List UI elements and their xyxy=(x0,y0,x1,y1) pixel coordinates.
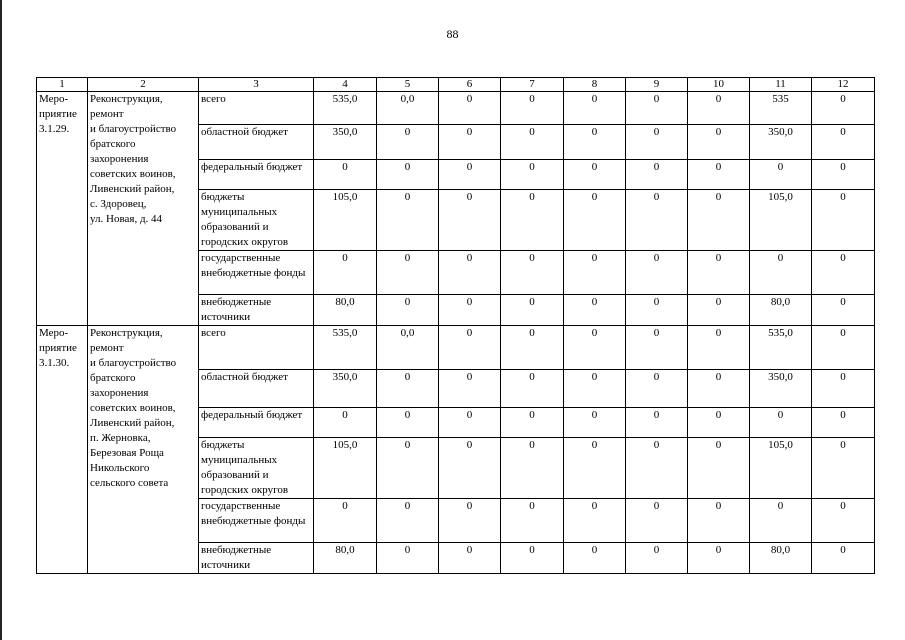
value-cell: 0 xyxy=(688,251,750,295)
value-cell: 0 xyxy=(812,438,875,499)
value-cell: 0 xyxy=(564,408,626,438)
value-cell: 0 xyxy=(501,326,564,370)
page-left-border xyxy=(0,0,2,640)
activity-description: Реконструкция, ремонт и благоустройство братского захоронения советских воинов, Ливенский район, с. Здоровец, ул. Новая, д. 44 xyxy=(88,92,199,326)
value-cell: 0 xyxy=(501,295,564,326)
value-cell: 535,0 xyxy=(314,92,377,125)
value-cell: 0 xyxy=(564,543,626,574)
value-cell: 0 xyxy=(439,438,501,499)
value-cell: 105,0 xyxy=(750,190,812,251)
value-cell: 0 xyxy=(812,92,875,125)
value-cell: 350,0 xyxy=(314,370,377,408)
value-cell: 0 xyxy=(626,408,688,438)
funding-source: областной бюджет xyxy=(199,125,314,160)
value-cell: 0 xyxy=(377,251,439,295)
column-header: 8 xyxy=(564,78,626,92)
value-cell: 0 xyxy=(501,251,564,295)
value-cell: 0 xyxy=(501,125,564,160)
value-cell: 80,0 xyxy=(750,543,812,574)
column-header: 9 xyxy=(626,78,688,92)
activity-id: Меро- приятие 3.1.29. xyxy=(37,92,88,326)
value-cell: 0 xyxy=(377,160,439,190)
value-cell: 0 xyxy=(688,543,750,574)
value-cell: 0 xyxy=(626,295,688,326)
value-cell: 0 xyxy=(439,295,501,326)
column-header: 5 xyxy=(377,78,439,92)
value-cell: 0 xyxy=(377,295,439,326)
value-cell: 0 xyxy=(564,438,626,499)
value-cell: 535,0 xyxy=(314,326,377,370)
value-cell: 0,0 xyxy=(377,92,439,125)
funding-source: бюджеты муниципальных образований и городских округов xyxy=(199,190,314,251)
column-header: 11 xyxy=(750,78,812,92)
value-cell: 350,0 xyxy=(750,370,812,408)
value-cell: 105,0 xyxy=(314,438,377,499)
funding-source: всего xyxy=(199,326,314,370)
value-cell: 0 xyxy=(812,370,875,408)
column-header: 7 xyxy=(501,78,564,92)
funding-source: внебюджетные источники xyxy=(199,543,314,574)
value-cell: 0 xyxy=(750,251,812,295)
value-cell: 0 xyxy=(314,251,377,295)
value-cell: 0 xyxy=(564,370,626,408)
value-cell: 0 xyxy=(688,125,750,160)
value-cell: 535 xyxy=(750,92,812,125)
value-cell: 0 xyxy=(626,92,688,125)
value-cell: 0 xyxy=(812,190,875,251)
value-cell: 0 xyxy=(564,295,626,326)
value-cell: 0 xyxy=(439,125,501,160)
value-cell: 0 xyxy=(501,190,564,251)
value-cell: 0 xyxy=(564,499,626,543)
funding-source: государственные внебюджетные фонды xyxy=(199,251,314,295)
value-cell: 0 xyxy=(812,326,875,370)
value-cell: 0 xyxy=(439,190,501,251)
value-cell: 0 xyxy=(501,160,564,190)
value-cell: 0 xyxy=(564,326,626,370)
value-cell: 0 xyxy=(750,160,812,190)
value-cell: 0 xyxy=(377,408,439,438)
value-cell: 0 xyxy=(688,160,750,190)
value-cell: 0 xyxy=(626,499,688,543)
value-cell: 0 xyxy=(564,92,626,125)
value-cell: 0 xyxy=(377,499,439,543)
table-row xyxy=(37,92,875,125)
column-header: 2 xyxy=(88,78,199,92)
table-row xyxy=(37,326,875,370)
value-cell: 0 xyxy=(750,408,812,438)
value-cell: 0 xyxy=(377,190,439,251)
value-cell: 0 xyxy=(750,499,812,543)
value-cell: 0 xyxy=(439,251,501,295)
value-cell: 0 xyxy=(501,499,564,543)
column-header: 4 xyxy=(314,78,377,92)
value-cell: 80,0 xyxy=(314,295,377,326)
value-cell: 0 xyxy=(377,370,439,408)
column-header: 6 xyxy=(439,78,501,92)
value-cell: 0 xyxy=(626,190,688,251)
value-cell: 0 xyxy=(564,251,626,295)
funding-source: государственные внебюджетные фонды xyxy=(199,499,314,543)
value-cell: 0 xyxy=(688,92,750,125)
column-header: 10 xyxy=(688,78,750,92)
value-cell: 105,0 xyxy=(750,438,812,499)
column-header: 12 xyxy=(812,78,875,92)
value-cell: 0 xyxy=(439,160,501,190)
value-cell: 0 xyxy=(688,438,750,499)
value-cell: 350,0 xyxy=(314,125,377,160)
value-cell: 0 xyxy=(812,160,875,190)
value-cell: 0 xyxy=(314,499,377,543)
value-cell: 0 xyxy=(439,326,501,370)
value-cell: 0 xyxy=(439,543,501,574)
funding-source: федеральный бюджет xyxy=(199,408,314,438)
value-cell: 80,0 xyxy=(750,295,812,326)
value-cell: 0 xyxy=(377,125,439,160)
value-cell: 0 xyxy=(688,190,750,251)
value-cell: 0 xyxy=(377,438,439,499)
budget-table xyxy=(36,77,875,574)
value-cell: 0 xyxy=(439,370,501,408)
value-cell: 0 xyxy=(564,190,626,251)
column-header: 1 xyxy=(37,78,88,92)
value-cell: 0 xyxy=(439,92,501,125)
value-cell: 350,0 xyxy=(750,125,812,160)
value-cell: 0 xyxy=(812,408,875,438)
value-cell: 0 xyxy=(688,370,750,408)
value-cell: 0 xyxy=(626,251,688,295)
value-cell: 0 xyxy=(688,499,750,543)
value-cell: 535,0 xyxy=(750,326,812,370)
value-cell: 0 xyxy=(439,499,501,543)
value-cell: 0 xyxy=(626,125,688,160)
page-number: 88 xyxy=(446,27,459,41)
column-header: 3 xyxy=(199,78,314,92)
column-header-row xyxy=(37,78,875,92)
value-cell: 0 xyxy=(501,438,564,499)
value-cell: 0 xyxy=(626,160,688,190)
value-cell: 0 xyxy=(812,499,875,543)
value-cell: 0 xyxy=(688,408,750,438)
value-cell: 0 xyxy=(377,543,439,574)
activity-description: Реконструкция, ремонт и благоустройство братского захоронения советских воинов, Ливенский район, п. Жерновка, Березовая Роща Никольского сельского совета xyxy=(88,326,199,574)
value-cell: 0 xyxy=(501,543,564,574)
value-cell: 80,0 xyxy=(314,543,377,574)
value-cell: 0 xyxy=(626,543,688,574)
value-cell: 0 xyxy=(439,408,501,438)
value-cell: 0,0 xyxy=(377,326,439,370)
value-cell: 0 xyxy=(812,295,875,326)
funding-source: всего xyxy=(199,92,314,125)
value-cell: 0 xyxy=(314,408,377,438)
value-cell: 0 xyxy=(812,125,875,160)
funding-source: внебюджетные источники xyxy=(199,295,314,326)
funding-source: федеральный бюджет xyxy=(199,160,314,190)
value-cell: 0 xyxy=(688,295,750,326)
value-cell: 0 xyxy=(812,543,875,574)
value-cell: 0 xyxy=(626,438,688,499)
value-cell: 0 xyxy=(314,160,377,190)
value-cell: 105,0 xyxy=(314,190,377,251)
value-cell: 0 xyxy=(812,251,875,295)
value-cell: 0 xyxy=(626,326,688,370)
value-cell: 0 xyxy=(626,370,688,408)
funding-source: областной бюджет xyxy=(199,370,314,408)
value-cell: 0 xyxy=(501,92,564,125)
funding-source: бюджеты муниципальных образований и городских округов xyxy=(199,438,314,499)
value-cell: 0 xyxy=(688,326,750,370)
activity-id: Меро- приятие 3.1.30. xyxy=(37,326,88,574)
value-cell: 0 xyxy=(564,125,626,160)
value-cell: 0 xyxy=(564,160,626,190)
value-cell: 0 xyxy=(501,408,564,438)
value-cell: 0 xyxy=(501,370,564,408)
